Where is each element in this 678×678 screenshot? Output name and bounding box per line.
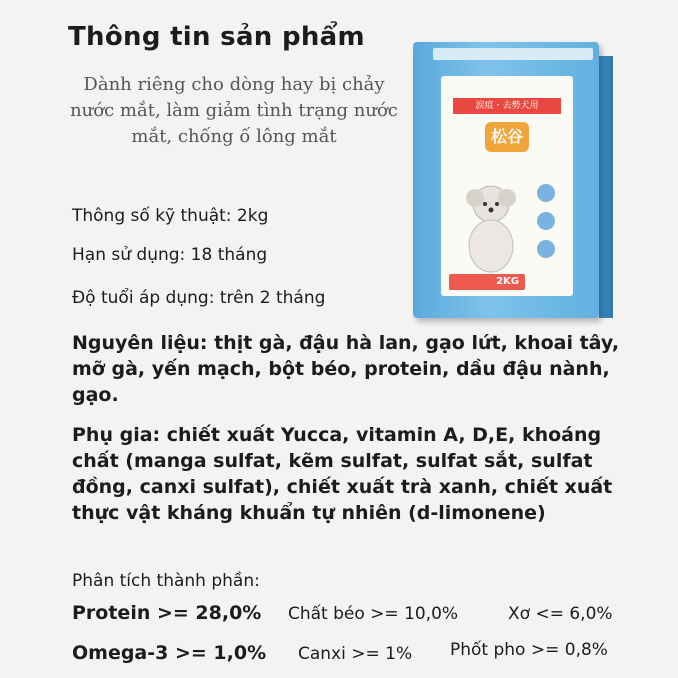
bag-top-strip — [433, 48, 593, 60]
ingredients-text: Nguyên liệu: thịt gà, đậu hà lan, gạo lứt, khoai tây, mỡ gà, yến mạch, bột béo, protein, dầu đậu nành, gạo. — [72, 332, 620, 406]
bag-weight-badge: 2KG — [449, 274, 525, 290]
analysis-omega: Omega-3 >= 1,0% — [72, 642, 267, 664]
bag-front — [413, 42, 599, 318]
page-title: Thông tin sản phẩm — [68, 22, 365, 52]
product-bag-image — [405, 42, 615, 324]
bag-brand-logo: 松谷 — [485, 122, 529, 152]
additives-text: Phụ gia: chiết xuất Yucca, vitamin A, D,E, khoáng chất (manga sulfat, kẽm sulfat, sulfat sắt, sulfat đồng, canxi sulfat), chiết xuất trà xanh, chiết xuất thực vật kháng khuẩn tự nhiên (d-limonene) — [72, 424, 613, 524]
analysis-phosphorus: Phốt pho >= 0,8% — [450, 640, 608, 660]
feature-icon-1 — [537, 184, 555, 202]
spec-expiry: Hạn sử dụng: 18 tháng — [72, 245, 268, 265]
analysis-calcium: Canxi >= 1% — [298, 644, 413, 664]
bag-label: 涙痕・去勢犬用 — [453, 98, 561, 114]
analysis-fiber: Xơ <= 6,0% — [508, 604, 613, 624]
feature-icon-2 — [537, 212, 555, 230]
feature-icons — [537, 184, 565, 268]
dog-illustration-icon — [451, 176, 531, 276]
feature-icon-3 — [537, 240, 555, 258]
analysis-protein: Protein >= 28,0% — [72, 602, 262, 624]
bag-side — [599, 56, 613, 318]
spec-age: Độ tuổi áp dụng: trên 2 tháng — [72, 288, 326, 308]
product-description: Dành riêng cho dòng hay bị chảy nước mắt, làm giảm tình trạng nước mắt, chống ố lông mắt — [70, 74, 398, 147]
bag-panel — [441, 76, 573, 296]
spec-weight: Thông số kỹ thuật: 2kg — [72, 206, 269, 226]
analysis-fat: Chất béo >= 10,0% — [288, 604, 459, 624]
analysis-heading: Phân tích thành phần: — [72, 571, 260, 591]
